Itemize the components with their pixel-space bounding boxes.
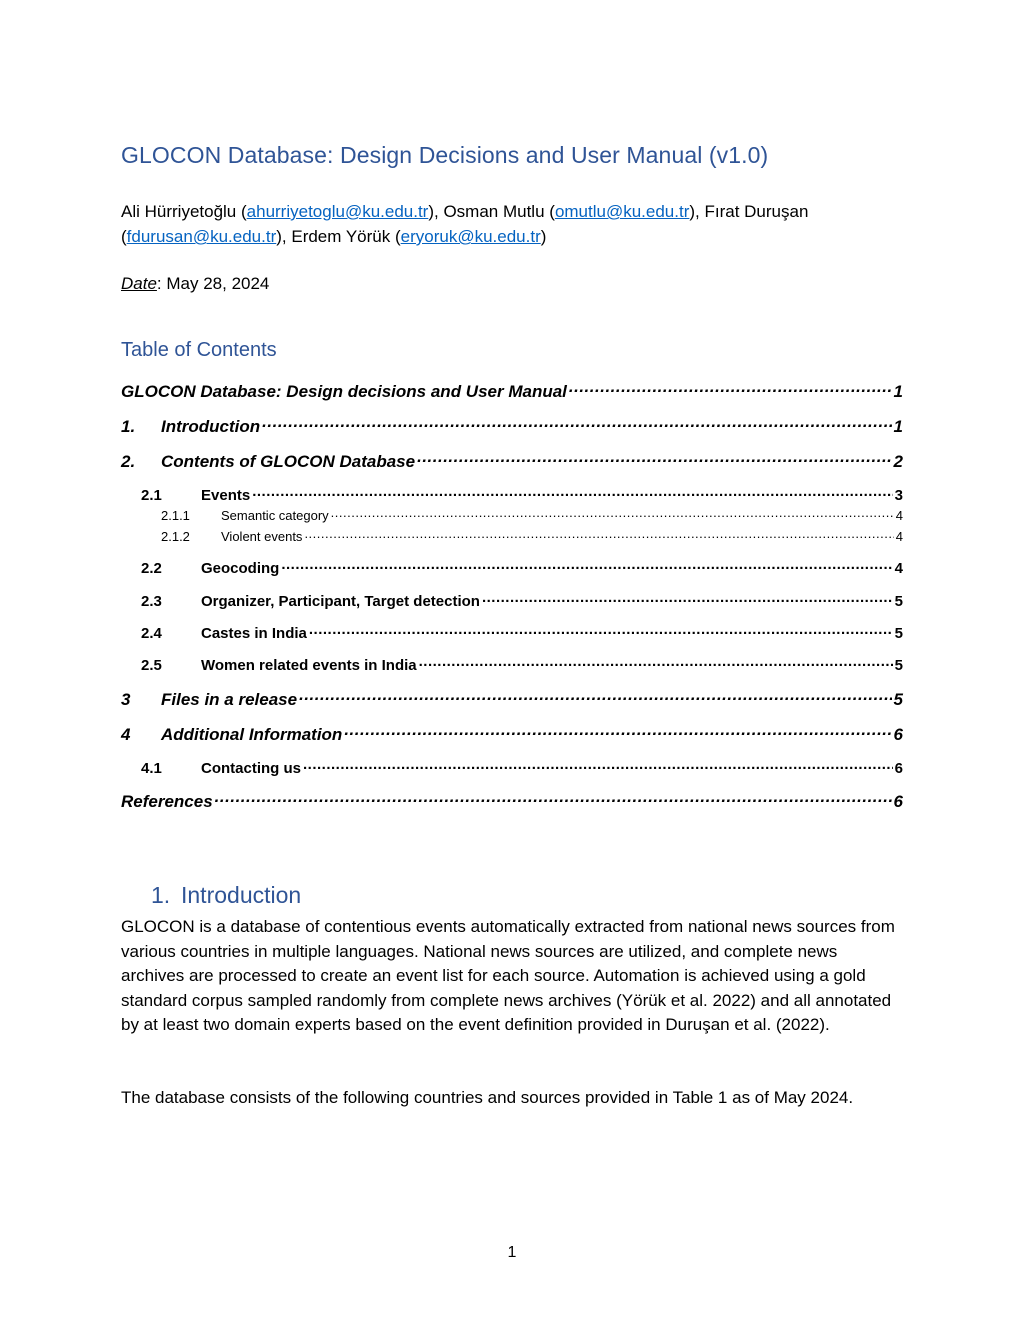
introduction-paragraph-2: The database consists of the following countries and sources provided in Table 1 as of May 2024. <box>121 1088 854 1107</box>
author-3-name: ), Fırat Duruşan ( <box>121 202 809 246</box>
date-label: Date <box>121 274 157 293</box>
toc-leader <box>417 450 891 467</box>
toc-entry-page: 4 <box>895 508 903 523</box>
toc-entry-page: 5 <box>894 657 903 674</box>
toc-entry-geocoding[interactable] <box>141 558 903 577</box>
toc-entry-semantic-category[interactable] <box>161 507 903 523</box>
section-number: 1. <box>151 882 171 908</box>
toc-entry-number: 2.1.2 <box>161 529 190 544</box>
toc-entry-page: 1 <box>893 417 903 436</box>
toc-entry-contents[interactable] <box>121 450 903 472</box>
toc-entry-number: 2.1.1 <box>161 508 190 523</box>
document-title: GLOCON Database: Design Decisions and User Manual (v1.0) <box>121 142 769 168</box>
toc-entry-page: 5 <box>894 593 903 610</box>
author-4-name: ), Erdem Yörük ( <box>276 227 401 246</box>
introduction-paragraph-1: GLOCON is a database of contentious events automatically extracted from national news sources from various countries in multiple languages. National news sources are utilized, and complete news archives are processed to create an event list for each source. Automation is achieved using a gold standard corpus sampled randomly from complete news archives (Yörük et al. 2022) and all annotated by at least two domain experts based on the event definition provided in Duruşan et al. (2022). <box>121 917 895 1034</box>
toc-entry-label: Introduction <box>161 417 261 436</box>
toc-entry-number: 4 <box>121 725 131 744</box>
toc-entry-label: Geocoding <box>201 560 280 577</box>
author-2-name: ), Osman Mutlu ( <box>428 202 555 221</box>
toc-entry-files-release[interactable] <box>121 688 903 710</box>
toc-leader <box>281 558 892 573</box>
toc-entry-page: 4 <box>895 529 903 544</box>
toc-entry-number: 2. <box>121 452 136 471</box>
author-4-email-link[interactable]: eryoruk@ku.edu.tr <box>400 227 541 246</box>
introduction-heading <box>151 882 301 909</box>
date-value: : May 28, 2024 <box>156 274 270 293</box>
toc-entry-label: Women related events in India <box>201 657 417 674</box>
toc-entry-page: 1 <box>893 382 903 401</box>
toc-entry-introduction[interactable] <box>121 415 903 437</box>
toc-entry-label: Files in a release <box>161 690 298 709</box>
toc-leader <box>299 688 891 705</box>
toc-entry-number: 2.4 <box>141 625 162 642</box>
author-list <box>121 199 911 249</box>
toc-entry-number: 4.1 <box>141 760 162 777</box>
author-1-name: Ali Hürriyetoğlu ( <box>121 202 247 221</box>
toc-entry-number: 2.2 <box>141 560 162 577</box>
toc-leader <box>482 591 893 606</box>
toc-leader <box>252 485 892 500</box>
toc-leader <box>215 790 892 807</box>
toc-entry-label: Violent events <box>221 529 303 544</box>
toc-leader <box>419 655 893 670</box>
toc-entry-number: 3 <box>121 690 131 709</box>
toc-entry-page: 6 <box>893 725 903 744</box>
toc-entry-page: 3 <box>894 487 903 504</box>
toc-leader <box>304 528 893 541</box>
toc-entry-violent-events[interactable] <box>161 528 903 544</box>
toc-entry-label: Castes in India <box>201 625 307 642</box>
toc-entry-additional-info[interactable] <box>121 723 903 745</box>
toc-entry-references[interactable] <box>121 790 903 812</box>
toc-leader <box>303 758 893 773</box>
toc-leader <box>569 380 892 397</box>
toc-entry-page: 5 <box>894 625 903 642</box>
section-title: Introduction <box>181 882 302 908</box>
toc-heading: Table of Contents <box>121 339 277 361</box>
toc-entry-label: Contacting us <box>201 760 301 777</box>
toc-entry-number: 2.5 <box>141 657 162 674</box>
toc-entry-label: References <box>121 792 213 811</box>
toc-entry-label: Contents of GLOCON Database <box>161 452 416 471</box>
toc-entry-label: Events <box>201 487 251 504</box>
author-1-email-link[interactable]: ahurriyetoglu@ku.edu.tr <box>246 202 429 221</box>
toc-entry-women-events[interactable] <box>141 655 903 674</box>
toc-entry-events[interactable] <box>141 485 903 504</box>
toc-entry-label: Organizer, Participant, Target detection <box>201 593 480 610</box>
author-list-close: ) <box>540 227 547 246</box>
document-date <box>121 274 269 294</box>
author-3-email-link[interactable]: fdurusan@ku.edu.tr <box>126 227 277 246</box>
toc-leader <box>262 415 891 432</box>
toc-entry-label: Additional Information <box>161 725 343 744</box>
toc-leader <box>309 623 893 638</box>
toc-entry-number: 2.3 <box>141 593 162 610</box>
author-2-email-link[interactable]: omutlu@ku.edu.tr <box>554 202 690 221</box>
toc-entry-page: 4 <box>894 560 903 577</box>
toc-leader <box>331 507 894 520</box>
toc-entry-contacting-us[interactable] <box>141 758 903 777</box>
toc-entry-label: GLOCON Database: Design decisions and User Manual <box>121 382 567 401</box>
toc-entry-page: 5 <box>893 690 903 709</box>
toc-entry-number: 2.1 <box>141 487 162 504</box>
toc-entry-page: 2 <box>893 452 903 471</box>
toc-entry-organizer-detection[interactable] <box>141 591 903 610</box>
page-number: 1 <box>507 1244 517 1261</box>
toc-entry-page: 6 <box>893 792 903 811</box>
toc-entry-castes-india[interactable] <box>141 623 903 642</box>
toc-entry-page: 6 <box>894 760 903 777</box>
toc-entry-number: 1. <box>121 417 136 436</box>
toc-entry-label: Semantic category <box>221 508 329 523</box>
toc-entry-title[interactable] <box>121 380 903 402</box>
toc-leader <box>344 723 891 740</box>
